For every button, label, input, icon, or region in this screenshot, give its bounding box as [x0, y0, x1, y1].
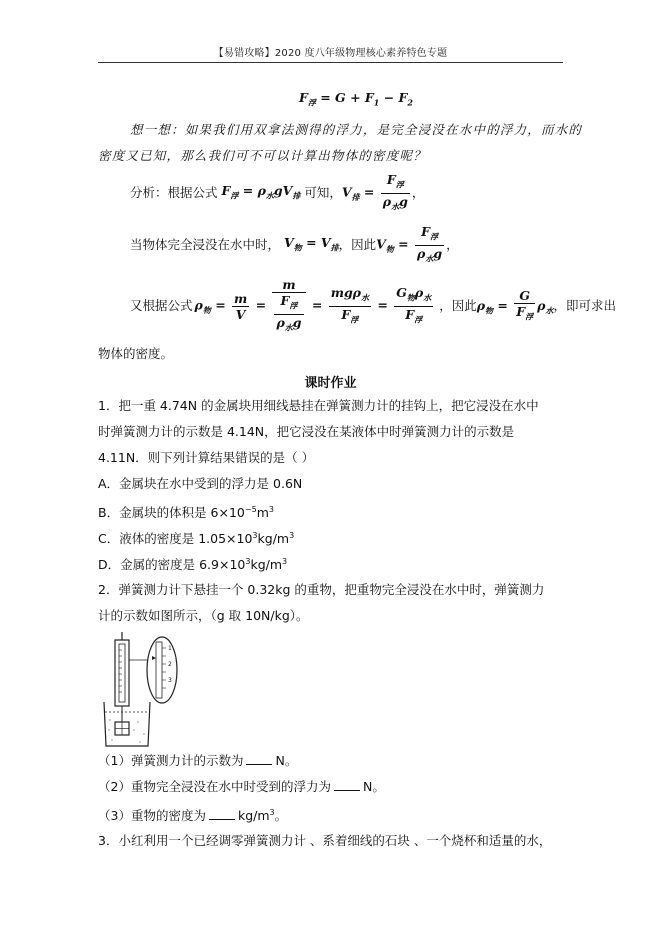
formula-text: $F_浮 = G + F_1 - F_2$	[299, 90, 413, 108]
density-result-formula: $\rho_物$ = $\frac{G}{F_浮}$ $\rho_水$	[476, 287, 554, 322]
analysis-prefix: 分析：根据公式	[130, 185, 218, 200]
q2-sub-3	[98, 805, 287, 824]
q2-sub-1-text: （1）弹簧测力计的示数为	[98, 753, 244, 768]
q1-option-d	[98, 554, 287, 573]
q1-option-b	[98, 502, 274, 521]
q1-option-d-unit-exp: 3	[282, 557, 288, 566]
q3-line-1: 3．小红利用一个已经调零弹簧测力计 、系着细线的石块 、一个烧杯和适量的水，	[98, 833, 552, 848]
q1-option-a: A．金属块在水中受到的浮力是 0.6N	[98, 476, 303, 491]
tick-label-3: 3	[168, 677, 172, 684]
q2-sub-3-text: （3）重物的密度为	[98, 808, 206, 824]
q2-sub-2-text: （2）重物完全浸没在水中时受到的浮力为	[98, 779, 331, 794]
analysis-mid: 可知，	[304, 185, 342, 200]
buoyancy-formula	[299, 90, 413, 109]
density-line	[130, 278, 616, 334]
answer-blank-3[interactable]	[209, 808, 235, 820]
q2-sub-3-end: 。	[274, 808, 288, 824]
density-line-2: 物体的密度。	[98, 346, 174, 361]
q2-sub-1-unit: N。	[275, 753, 298, 768]
q2-line-2: 计的示数如图所示，（g 取 10N/kg）。	[98, 608, 309, 623]
q1-option-b-unit-exp: 3	[268, 505, 274, 514]
object-volume-formula: $V_物$ = $\frac{F_浮}{\rho_水g}$	[376, 224, 443, 263]
analysis-line	[130, 172, 425, 211]
q1-option-c-unit: kg/m	[257, 531, 290, 547]
q1-option-d-text: D．金属的密度是 6.9×10	[98, 557, 246, 573]
q1-option-c-unit-exp: 3	[289, 531, 295, 540]
q1-line-1: 1．把一重 4.74N 的金属块用细线悬挂在弹簧测力计的挂钩上，把它浸没在水中	[98, 398, 539, 413]
density-suffix: ，即可求出	[553, 298, 616, 313]
q1-line-2: 时弹簧测力计的示数是 4.14N，把它浸没在某液体中时弹簧测力计的示数是	[98, 424, 515, 439]
homework-title: 课时作业	[304, 376, 357, 391]
q1-line-3: 4.11N．则下列计算结果错误的是（ ）	[98, 450, 315, 465]
density-derivation-formula: $\rho_物$ = $\frac{m}{V}$ = $\frac{m}{\frac{F_浮}{\rho_水g}}$ = $\frac{mg\rho_水}{F_浮}$ = $\frac{G_物\rho_水}{F_浮}$	[194, 277, 432, 332]
density-prefix: 又根据公式	[130, 298, 193, 313]
q2-sub-2-unit: N。	[362, 779, 385, 794]
volume-equal-formula: $V_物 = V_排$	[284, 234, 339, 253]
think-line-2: 密度又已知，那么我们可不可以计算出物体的密度呢？	[98, 148, 427, 163]
q1-option-d-unit: kg/m	[250, 557, 283, 573]
density-mid: ，因此	[439, 298, 477, 313]
q2-sub-1	[98, 753, 297, 769]
volume-formula: $V_排$ = $\frac{F_浮}{\rho_水g}$	[341, 172, 408, 211]
archimedes-formula: $F_浮 = \rho_水gV_排$	[221, 182, 301, 201]
immersed-suffix: ，	[446, 237, 459, 252]
q2-sub-3-unit: kg/m	[237, 808, 270, 824]
think-line-1: 想一想：如果我们用双拿法测得的浮力，是完全浸没在水中的浮力，而水的	[130, 122, 583, 137]
tick-label-1: 1	[168, 645, 172, 652]
header-divider	[98, 62, 563, 63]
q1-option-c-text: C．液体的密度是 1.05×10	[98, 531, 253, 547]
q1-option-c-exp: 3	[252, 531, 258, 540]
analysis-suffix: ，	[411, 185, 425, 200]
q2-sub-2	[98, 779, 385, 795]
q1-option-b-unit: m	[256, 505, 269, 521]
immersed-line	[130, 224, 459, 263]
q2-sub-3-exp: 3	[269, 808, 275, 817]
tick-label-2: 2	[168, 661, 172, 668]
immersed-mid: ，因此	[338, 237, 377, 252]
q1-option-c	[98, 528, 294, 547]
q1-option-b-text: B．金属块的体积是 6×10	[98, 505, 245, 521]
q1-option-b-exp: −5	[244, 505, 257, 514]
spring-scale-figure	[100, 630, 192, 748]
q2-line-1: 2．弹簧测力计下悬挂一个 0.32kg 的重物，把重物完全浸没在水中时，弹簧测力	[98, 582, 545, 597]
page-header: 【易错攻略】2020 度八年级物理核心素养特色专题	[213, 48, 448, 59]
immersed-prefix: 当物体完全浸没在水中时，	[130, 237, 281, 252]
answer-blank-1[interactable]	[246, 753, 272, 765]
answer-blank-2[interactable]	[334, 779, 360, 791]
q1-option-d-exp: 3	[245, 557, 251, 566]
